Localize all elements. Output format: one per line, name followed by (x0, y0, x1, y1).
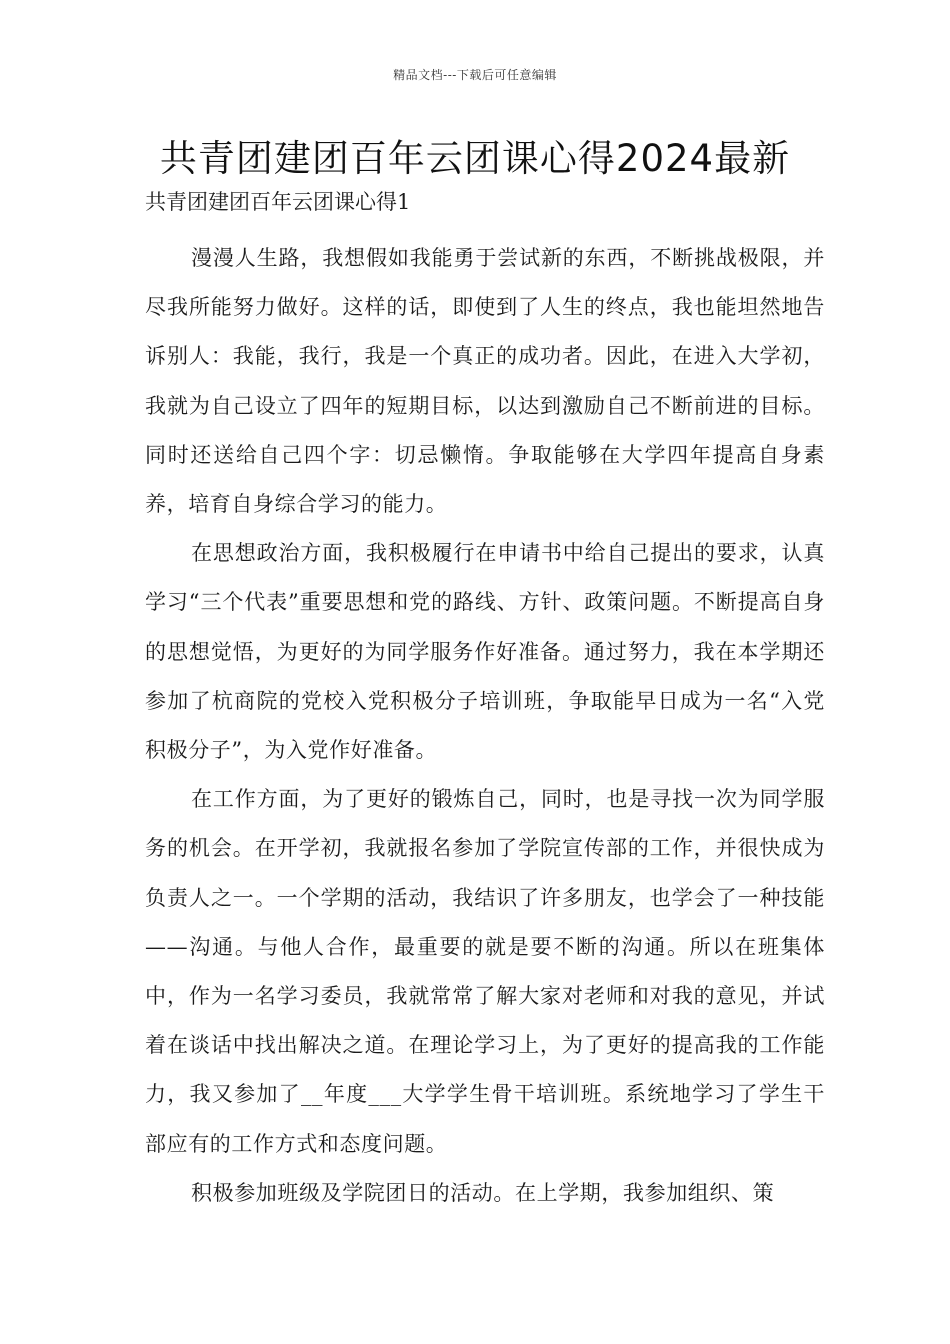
document-subtitle: 共青团建团百年云团课心得1 (145, 190, 411, 214)
document-body (145, 234, 825, 1218)
paragraph: 漫漫人生路，我想假如我能勇于尝试新的东西，不断挑战极限，并尽我所能努力做好。这样的话，即使到了人生的终点，我也能坦然地告诉别人：我能，我行，我是一个真正的成功者。因此，在进入大学初，我就为自己设立了四年的短期目标，以达到激励自己不断前进的目标。同时还送给自己四个字：切忌懒惰。争取能够在大学四年提高自身素养，培育自身综合学习的能力。 (145, 246, 825, 517)
header-note: 精品文档---下载后可任意编辑 (393, 68, 557, 82)
paragraph: 积极参加班级及学院团日的活动。在上学期，我参加组织、策 (191, 1180, 775, 1205)
paragraph: 在思想政治方面，我积极履行在申请书中给自己提出的要求，认真学习“三个代表”重要思想和党的路线、方针、政策问题。不断提高自身的思想觉悟，为更好的为同学服务作好准备。通过努力，我在本学期还参加了杭商院的党校入党积极分子培训班，争取能早日成为一名“入党积极分子”，为入党作好准备。 (145, 541, 825, 763)
document-title: 共青团建团百年云团课心得2024最新 (159, 137, 791, 180)
paragraph: 在工作方面，为了更好的锻炼自己，同时，也是寻找一次为同学服务的机会。在开学初，我就报名参加了学院宣传部的工作，并很快成为负责人之一。一个学期的活动，我结识了许多朋友，也学会了一种技能——沟通。与他人合作，最重要的就是要不断的沟通。所以在班集体中，作为一名学习委员，我就常常了解大家对老师和对我的意见，并试着在谈话中找出解决之道。在理论学习上，为了更好的提高我的工作能力，我又参加了__年度___大学学生骨干培训班。系统地学习了学生干部应有的工作方式和态度问题。 (145, 787, 825, 1156)
